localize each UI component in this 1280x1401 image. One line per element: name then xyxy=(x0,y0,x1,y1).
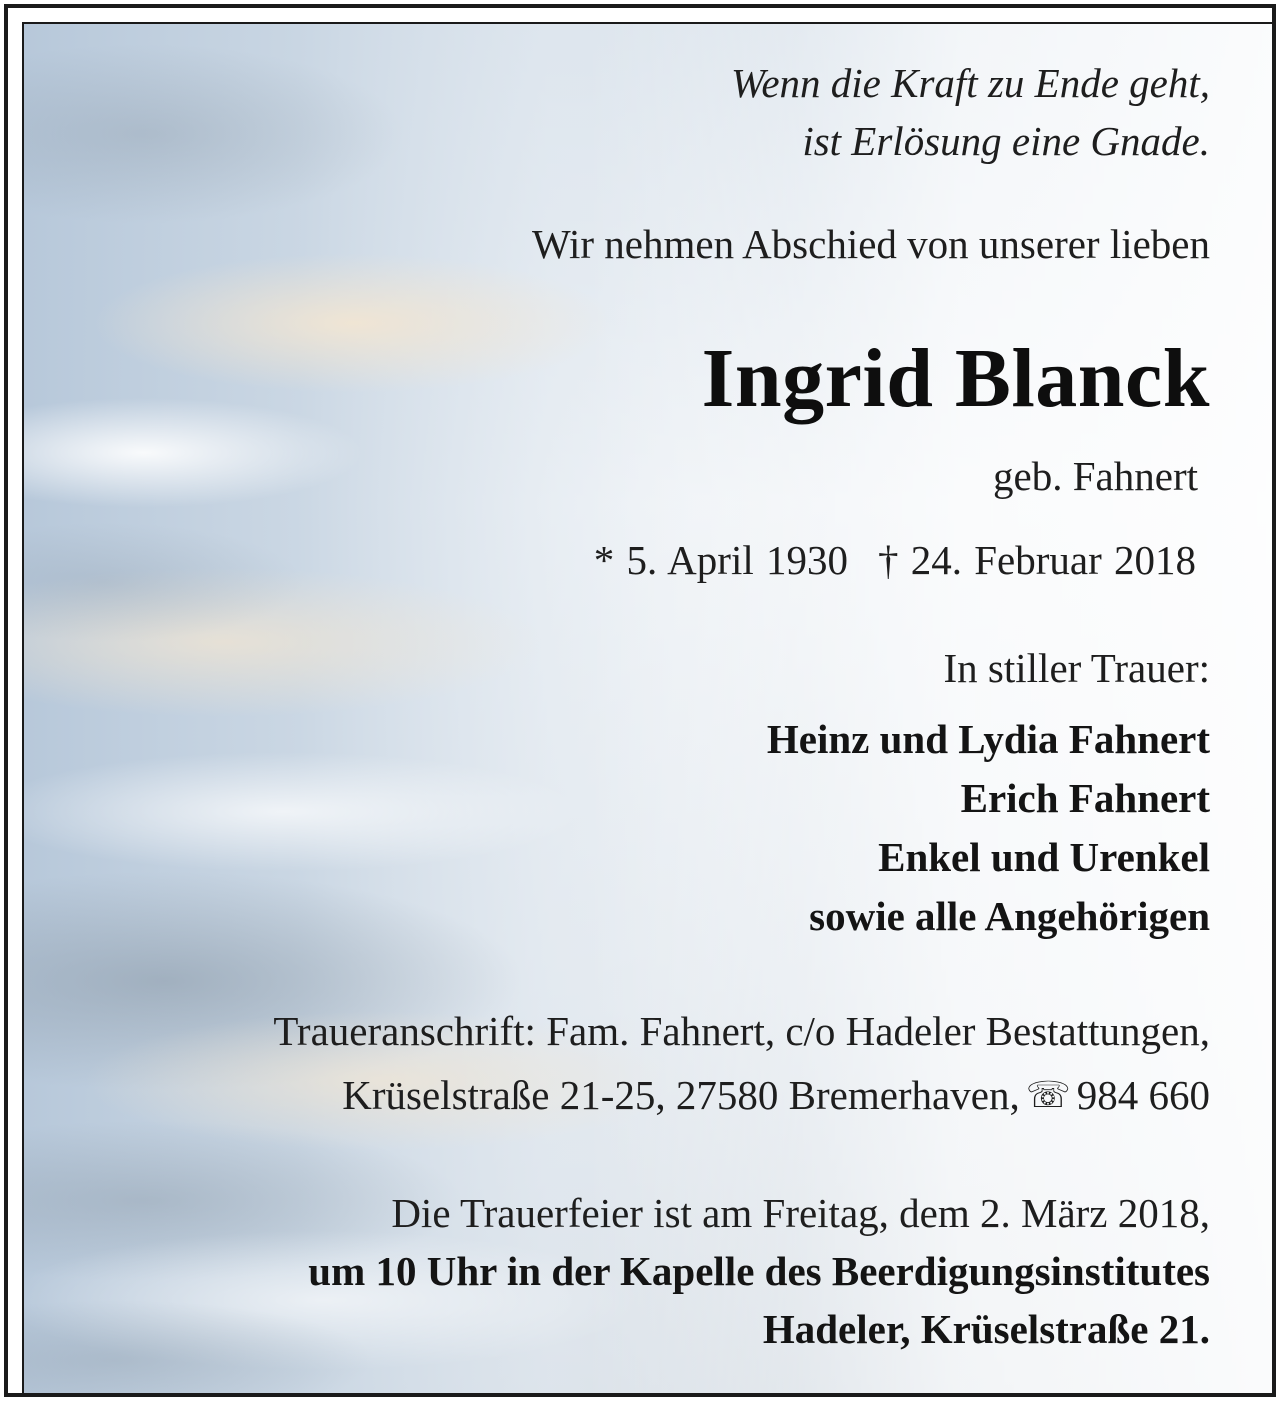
telephone-icon: ☏ xyxy=(1025,1075,1071,1115)
mourners-list xyxy=(767,710,1210,946)
service-address: Hadeler, Krüselstraße 21. xyxy=(762,1306,1210,1352)
mourner-item: Erich Fahnert xyxy=(960,775,1210,821)
mourner-item: Enkel und Urenkel xyxy=(878,834,1210,880)
service-line-1: Die Trauerfeier ist am Freitag, dem 2. März 2018, xyxy=(391,1190,1210,1236)
maiden-name: geb. Fahnert xyxy=(993,453,1198,499)
mourner-item: Heinz und Lydia Fahnert xyxy=(766,716,1210,762)
intro-text: Wir nehmen Abschied von unserer lieben xyxy=(531,221,1210,267)
address-street: Krüselstraße 21-25, 27580 Bremerhaven, xyxy=(342,1072,1020,1118)
address-line-1: Traueranschrift: Fam. Fahnert, c/o Hadeler Bestattungen, xyxy=(273,1008,1210,1054)
inner-border xyxy=(22,22,1274,1395)
phone-number: 984 660 xyxy=(1076,1072,1210,1118)
mourner-item: sowie alle Angehörigen xyxy=(809,893,1210,939)
deceased-name: Ingrid Blanck xyxy=(701,332,1210,425)
obituary-text xyxy=(24,24,1272,1393)
service-line-2 xyxy=(308,1242,1210,1300)
address-line-2 xyxy=(342,1064,1210,1126)
service-line-3 xyxy=(763,1300,1210,1358)
life-dates xyxy=(594,536,1196,584)
service-time-place: um 10 Uhr in der Kapelle des Beerdigungsinstitutes xyxy=(308,1248,1210,1294)
motto-line-2: ist Erlösung eine Gnade. xyxy=(802,118,1210,164)
outer-border xyxy=(4,4,1276,1397)
birth-date: * 5. April 1930 xyxy=(593,537,848,583)
mourning-label: In stiller Trauer: xyxy=(943,645,1210,691)
death-date: † 24. Februar 2018 xyxy=(877,537,1196,583)
motto-line-1: Wenn die Kraft zu Ende geht, xyxy=(730,60,1210,106)
